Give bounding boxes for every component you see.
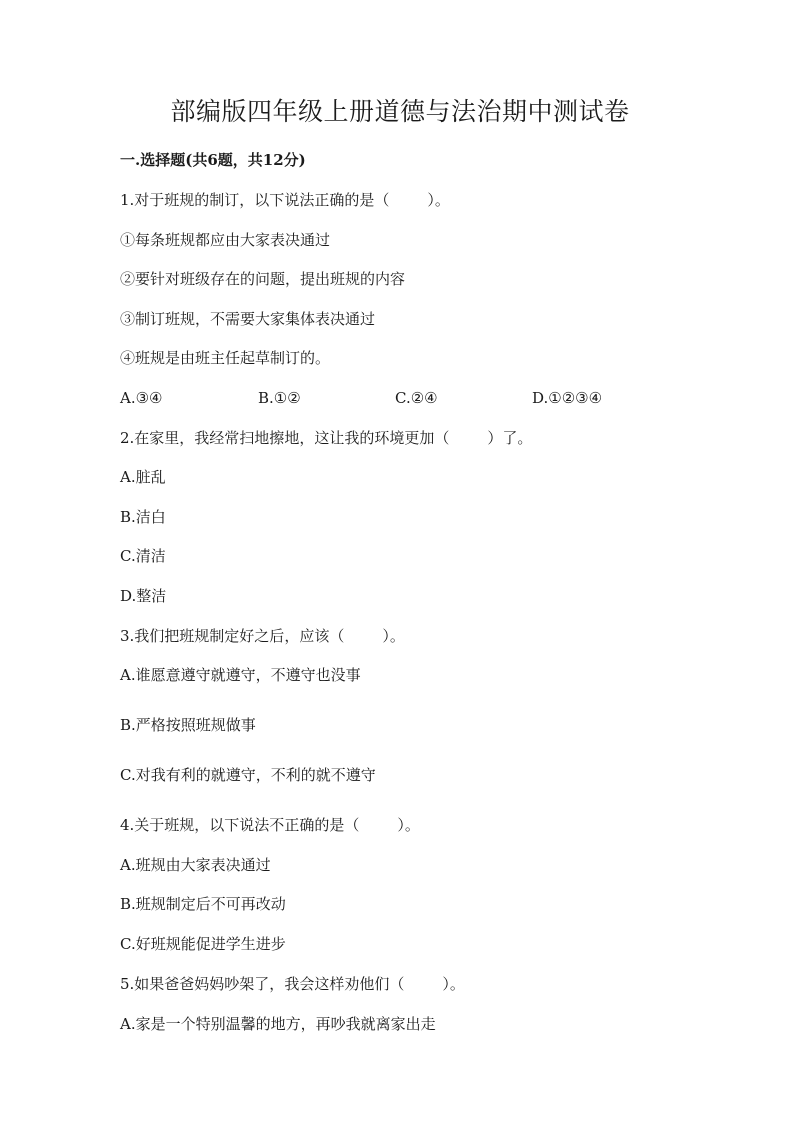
question-stem-text: 4.关于班规，以下说法不正确的是（ [120, 816, 360, 834]
q2-option-c: C.清洁 [120, 547, 166, 565]
q4-option-b: B.班规制定后不可再改动 [120, 895, 286, 913]
question-stem-end: ）。 [382, 627, 405, 645]
question-4-stem [120, 815, 420, 835]
question-stem-text: 5.如果爸爸妈妈吵架了，我会这样劝他们（ [120, 975, 405, 993]
question-stem-text: 3.我们把班规制定好之后，应该（ [120, 627, 345, 645]
q3-option-c: C.对我有利的就遵守，不利的就不遵守 [120, 766, 376, 784]
statement-4: ④班规是由班主任起草制订的。 [120, 349, 331, 367]
q3-option-b: B.严格按照班规做事 [120, 716, 256, 734]
statement-2: ②要针对班级存在的问题，提出班规的内容 [120, 270, 406, 288]
statement-1: ①每条班规都应由大家表决通过 [120, 231, 331, 249]
question-stem-text: 1.对于班规的制订，以下说法正确的是（ [120, 191, 390, 209]
q1-option-b: B.①② [258, 389, 301, 407]
question-stem-end: ）。 [442, 975, 465, 993]
question-stem-text: 2.在家里，我经常扫地擦地，这让我的环境更加（ [120, 429, 450, 447]
q2-option-d: D.整洁 [120, 587, 167, 605]
q1-option-c: C.②④ [395, 389, 438, 407]
q1-option-d: D.①②③④ [532, 389, 603, 407]
question-3-stem [120, 626, 405, 646]
q4-option-c: C.好班规能促进学生进步 [120, 935, 286, 953]
statement-3: ③制订班规，不需要大家集体表决通过 [120, 310, 376, 328]
question-5-stem [120, 974, 465, 994]
q4-option-a: A.班规由大家表决通过 [120, 856, 271, 874]
question-2-stem [120, 428, 532, 448]
question-stem-end: ）。 [427, 191, 450, 209]
section-heading: 一.选择题(共6题，共12分) [120, 151, 306, 169]
question-stem-end: ）了。 [487, 429, 533, 447]
q5-option-a: A.家是一个特别温馨的地方，再吵我就离家出走 [120, 1015, 436, 1033]
page-title: 部编版四年级上册道德与法治期中测试卷 [170, 97, 630, 126]
q1-option-a: A.③④ [120, 389, 163, 407]
q3-option-a: A.谁愿意遵守就遵守，不遵守也没事 [120, 666, 361, 684]
q2-option-b: B.洁白 [120, 508, 166, 526]
question-stem-end: ）。 [397, 816, 420, 834]
question-1-stem [120, 190, 450, 210]
q2-option-a: A.脏乱 [120, 468, 166, 486]
